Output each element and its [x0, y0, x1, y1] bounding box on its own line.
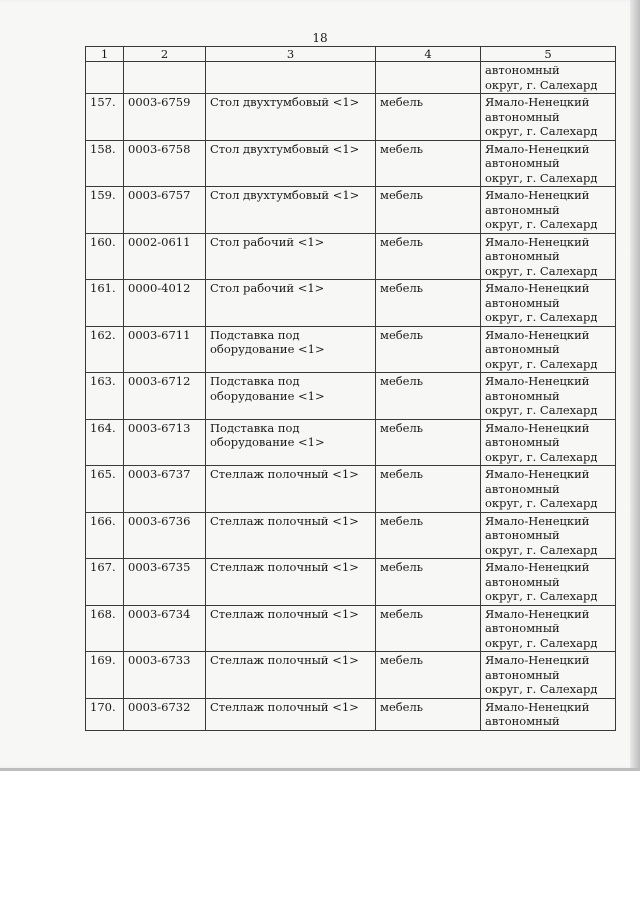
cell-inventory-code — [124, 62, 206, 94]
table-row — [86, 605, 616, 652]
cell-item-name — [206, 62, 376, 94]
cell-inventory-code: 0002-0611 — [124, 233, 206, 280]
cell-item-type: мебель — [376, 419, 481, 466]
table-row — [86, 512, 616, 559]
cell-location: Ямало-Ненецкий автономный округ, г. Салехард — [481, 233, 616, 280]
cell-number: 166. — [86, 512, 124, 559]
cell-item-type: мебель — [376, 326, 481, 373]
cell-item-type — [376, 62, 481, 94]
cell-number: 160. — [86, 233, 124, 280]
table-row — [86, 280, 616, 327]
cell-item-name: Подставка под оборудование <1> — [206, 419, 376, 466]
table-header-row — [86, 47, 616, 62]
cell-number: 163. — [86, 373, 124, 420]
cell-location: Ямало-Ненецкий автономный округ, г. Салехард — [481, 652, 616, 699]
cell-item-type: мебель — [376, 373, 481, 420]
table-row — [86, 373, 616, 420]
cell-item-type: мебель — [376, 187, 481, 234]
table-row — [86, 233, 616, 280]
column-header-1: 1 — [86, 47, 124, 62]
cell-item-type: мебель — [376, 233, 481, 280]
cell-location: Ямало-Ненецкий автономный округ, г. Салехард — [481, 512, 616, 559]
cell-location: Ямало-Ненецкий автономный — [481, 698, 616, 730]
cell-item-name: Подставка под оборудование <1> — [206, 373, 376, 420]
cell-number: 165. — [86, 466, 124, 513]
cell-number: 162. — [86, 326, 124, 373]
cell-item-name: Стеллаж полочный <1> — [206, 512, 376, 559]
column-header-3: 3 — [206, 47, 376, 62]
cell-number: 168. — [86, 605, 124, 652]
cell-inventory-code: 0003-6736 — [124, 512, 206, 559]
cell-inventory-code: 0003-6758 — [124, 140, 206, 187]
cell-inventory-code: 0003-6713 — [124, 419, 206, 466]
cell-item-type: мебель — [376, 559, 481, 606]
cell-number: 158. — [86, 140, 124, 187]
cell-inventory-code: 0000-4012 — [124, 280, 206, 327]
cell-item-name: Стеллаж полочный <1> — [206, 466, 376, 513]
cell-location: Ямало-Ненецкий автономный округ, г. Салехард — [481, 373, 616, 420]
table-row — [86, 652, 616, 699]
cell-item-name: Стол рабочий <1> — [206, 280, 376, 327]
cell-item-name: Стол двухтумбовый <1> — [206, 94, 376, 141]
cell-inventory-code: 0003-6757 — [124, 187, 206, 234]
cell-item-name: Стол двухтумбовый <1> — [206, 140, 376, 187]
table-row — [86, 466, 616, 513]
cell-item-type: мебель — [376, 605, 481, 652]
table-row-continued — [86, 62, 616, 94]
cell-location: Ямало-Ненецкий автономный округ, г. Салехард — [481, 94, 616, 141]
column-header-4: 4 — [376, 47, 481, 62]
cell-item-name: Стеллаж полочный <1> — [206, 652, 376, 699]
cell-number: 161. — [86, 280, 124, 327]
cell-item-name: Подставка под оборудование <1> — [206, 326, 376, 373]
cell-inventory-code: 0003-6711 — [124, 326, 206, 373]
cell-inventory-code: 0003-6712 — [124, 373, 206, 420]
page-edge-shadow — [630, 0, 640, 768]
cell-location: Ямало-Ненецкий автономный округ, г. Салехард — [481, 187, 616, 234]
cell-inventory-code: 0003-6737 — [124, 466, 206, 513]
column-header-5: 5 — [481, 47, 616, 62]
cell-number: 157. — [86, 94, 124, 141]
property-registry-table — [85, 46, 616, 731]
cell-item-type: мебель — [376, 652, 481, 699]
cell-number: 170. — [86, 698, 124, 730]
cell-number — [86, 62, 124, 94]
cell-item-name: Стеллаж полочный <1> — [206, 605, 376, 652]
cell-inventory-code: 0003-6734 — [124, 605, 206, 652]
cell-number: 167. — [86, 559, 124, 606]
cell-item-type: мебель — [376, 94, 481, 141]
table-row — [86, 326, 616, 373]
cell-item-type: мебель — [376, 466, 481, 513]
cell-item-name: Стеллаж полочный <1> — [206, 559, 376, 606]
table-row — [86, 559, 616, 606]
table-row — [86, 94, 616, 141]
cell-location: Ямало-Ненецкий автономный округ, г. Салехард — [481, 280, 616, 327]
cell-location: Ямало-Ненецкий автономный округ, г. Салехард — [481, 559, 616, 606]
cell-item-name: Стол рабочий <1> — [206, 233, 376, 280]
table-row — [86, 698, 616, 730]
cell-item-type: мебель — [376, 140, 481, 187]
cell-item-name: Стол двухтумбовый <1> — [206, 187, 376, 234]
page-number: 18 — [312, 31, 328, 45]
cell-inventory-code: 0003-6735 — [124, 559, 206, 606]
cell-location: Ямало-Ненецкий автономный округ, г. Салехард — [481, 140, 616, 187]
cell-number: 169. — [86, 652, 124, 699]
table-row — [86, 187, 616, 234]
cell-location: Ямало-Ненецкий автономный округ, г. Салехард — [481, 605, 616, 652]
cell-number: 164. — [86, 419, 124, 466]
table-row — [86, 419, 616, 466]
cell-location: Ямало-Ненецкий автономный округ, г. Салехард — [481, 466, 616, 513]
cell-inventory-code: 0003-6759 — [124, 94, 206, 141]
cell-location: Ямало-Ненецкий автономный округ, г. Салехард — [481, 419, 616, 466]
cell-item-name: Стеллаж полочный <1> — [206, 698, 376, 730]
cell-item-type: мебель — [376, 512, 481, 559]
cell-inventory-code: 0003-6732 — [124, 698, 206, 730]
cell-location: Ямало-Ненецкий автономный округ, г. Салехард — [481, 326, 616, 373]
cell-location: автономный округ, г. Салехард — [481, 62, 616, 94]
cell-inventory-code: 0003-6733 — [124, 652, 206, 699]
table-row — [86, 140, 616, 187]
cell-item-type: мебель — [376, 698, 481, 730]
cell-item-type: мебель — [376, 280, 481, 327]
cell-number: 159. — [86, 187, 124, 234]
column-header-2: 2 — [124, 47, 206, 62]
